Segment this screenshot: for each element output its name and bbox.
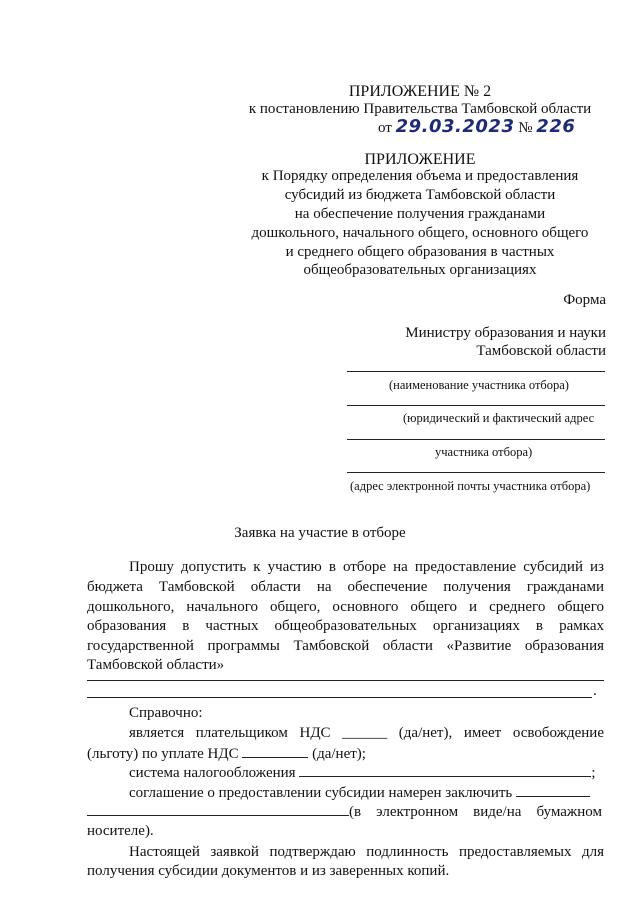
vat-exemption-line xyxy=(87,744,366,764)
address-line-2 xyxy=(347,439,605,440)
fill-line xyxy=(87,680,604,681)
tax-system-label: система налогообложения xyxy=(129,765,296,781)
resolution-date-line xyxy=(378,117,575,138)
medium-choice: (в электронном виде/на бумажном xyxy=(349,804,602,820)
email-caption: (адрес электронной почты участника отбора) xyxy=(350,479,591,493)
email-line xyxy=(347,472,605,473)
fill-period: . xyxy=(593,683,597,699)
participant-name-line xyxy=(347,371,605,372)
agreement-line xyxy=(129,783,590,803)
appendix-number: ПРИЛОЖЕНИЕ № 2 xyxy=(348,83,492,100)
tax-system-blank xyxy=(299,763,591,777)
paragraph-line: образования в частных общеобразовательных организациях в рамках xyxy=(87,618,604,634)
tax-system-line xyxy=(129,763,596,783)
appendix-line: общеобразовательных организациях xyxy=(303,262,537,278)
paragraph-line: дошкольного, начального общего, основного общего и среднего общего xyxy=(87,599,604,615)
address-line xyxy=(347,405,605,406)
paragraph-line: Тамбовской области» xyxy=(87,657,225,673)
appendix-line: дошкольного, начального общего, основного общего xyxy=(251,225,589,241)
appendix-line: субсидий из бюджета Тамбовской области xyxy=(284,187,556,203)
date-prefix: от xyxy=(378,120,392,136)
vat-exemption-text: (льготу) по уплате НДС xyxy=(87,746,239,762)
medium-blank xyxy=(87,802,349,816)
vat-exemption-yesno: (да/нет); xyxy=(312,746,366,762)
confirm-line-2: получения субсидии документов и из заверенных копий. xyxy=(87,863,450,879)
tax-system-semicolon: ; xyxy=(591,765,596,781)
appendix-title: ПРИЛОЖЕНИЕ xyxy=(364,151,476,168)
handwritten-date: 29.03.2023 xyxy=(395,116,515,137)
address-caption-2: участника отбора) xyxy=(435,445,533,459)
number-sign: № xyxy=(518,120,533,136)
vat-exemption-blank xyxy=(242,744,308,758)
fill-line xyxy=(87,697,592,698)
address-caption: (юридический и фактический адрес xyxy=(403,411,595,425)
reference-label: Справочно: xyxy=(129,705,203,721)
agreement-blank xyxy=(516,783,590,797)
addressee-ministry: Министру образования и науки xyxy=(405,325,606,341)
vat-payer-line: является плательщиком НДС ______ (да/нет), имеет освобождение xyxy=(129,725,604,741)
addressee-region: Тамбовской области xyxy=(476,343,606,359)
paragraph-line: бюджета Тамбовской области на обеспечение получения гражданами xyxy=(87,579,604,595)
appendix-line: и среднего общего образования в частных xyxy=(285,244,555,260)
paragraph-line: государственной программы Тамбовской области «Развитие образования xyxy=(87,638,604,654)
document-title: Заявка на участие в отборе xyxy=(234,525,406,541)
form-label: Форма xyxy=(563,292,606,308)
paragraph-line: Прошу допустить к участию в отборе на предоставление субсидий из xyxy=(129,559,604,575)
medium-line xyxy=(87,802,604,822)
medium-line-end: носителе). xyxy=(87,823,154,839)
agreement-label: соглашение о предоставлении субсидии намерен заключить xyxy=(129,785,513,801)
appendix-line: на обеспечение получения гражданами xyxy=(294,206,546,222)
appendix-line: к Порядку определения объема и предоставления xyxy=(261,168,579,184)
confirm-line: Настоящей заявкой подтверждаю подлинность предоставляемых для xyxy=(129,844,604,860)
resolution-reference: к постановлению Правительства Тамбовской области xyxy=(248,101,592,117)
handwritten-number: 226 xyxy=(536,116,576,137)
participant-name-caption: (наименование участника отбора) xyxy=(389,378,569,392)
